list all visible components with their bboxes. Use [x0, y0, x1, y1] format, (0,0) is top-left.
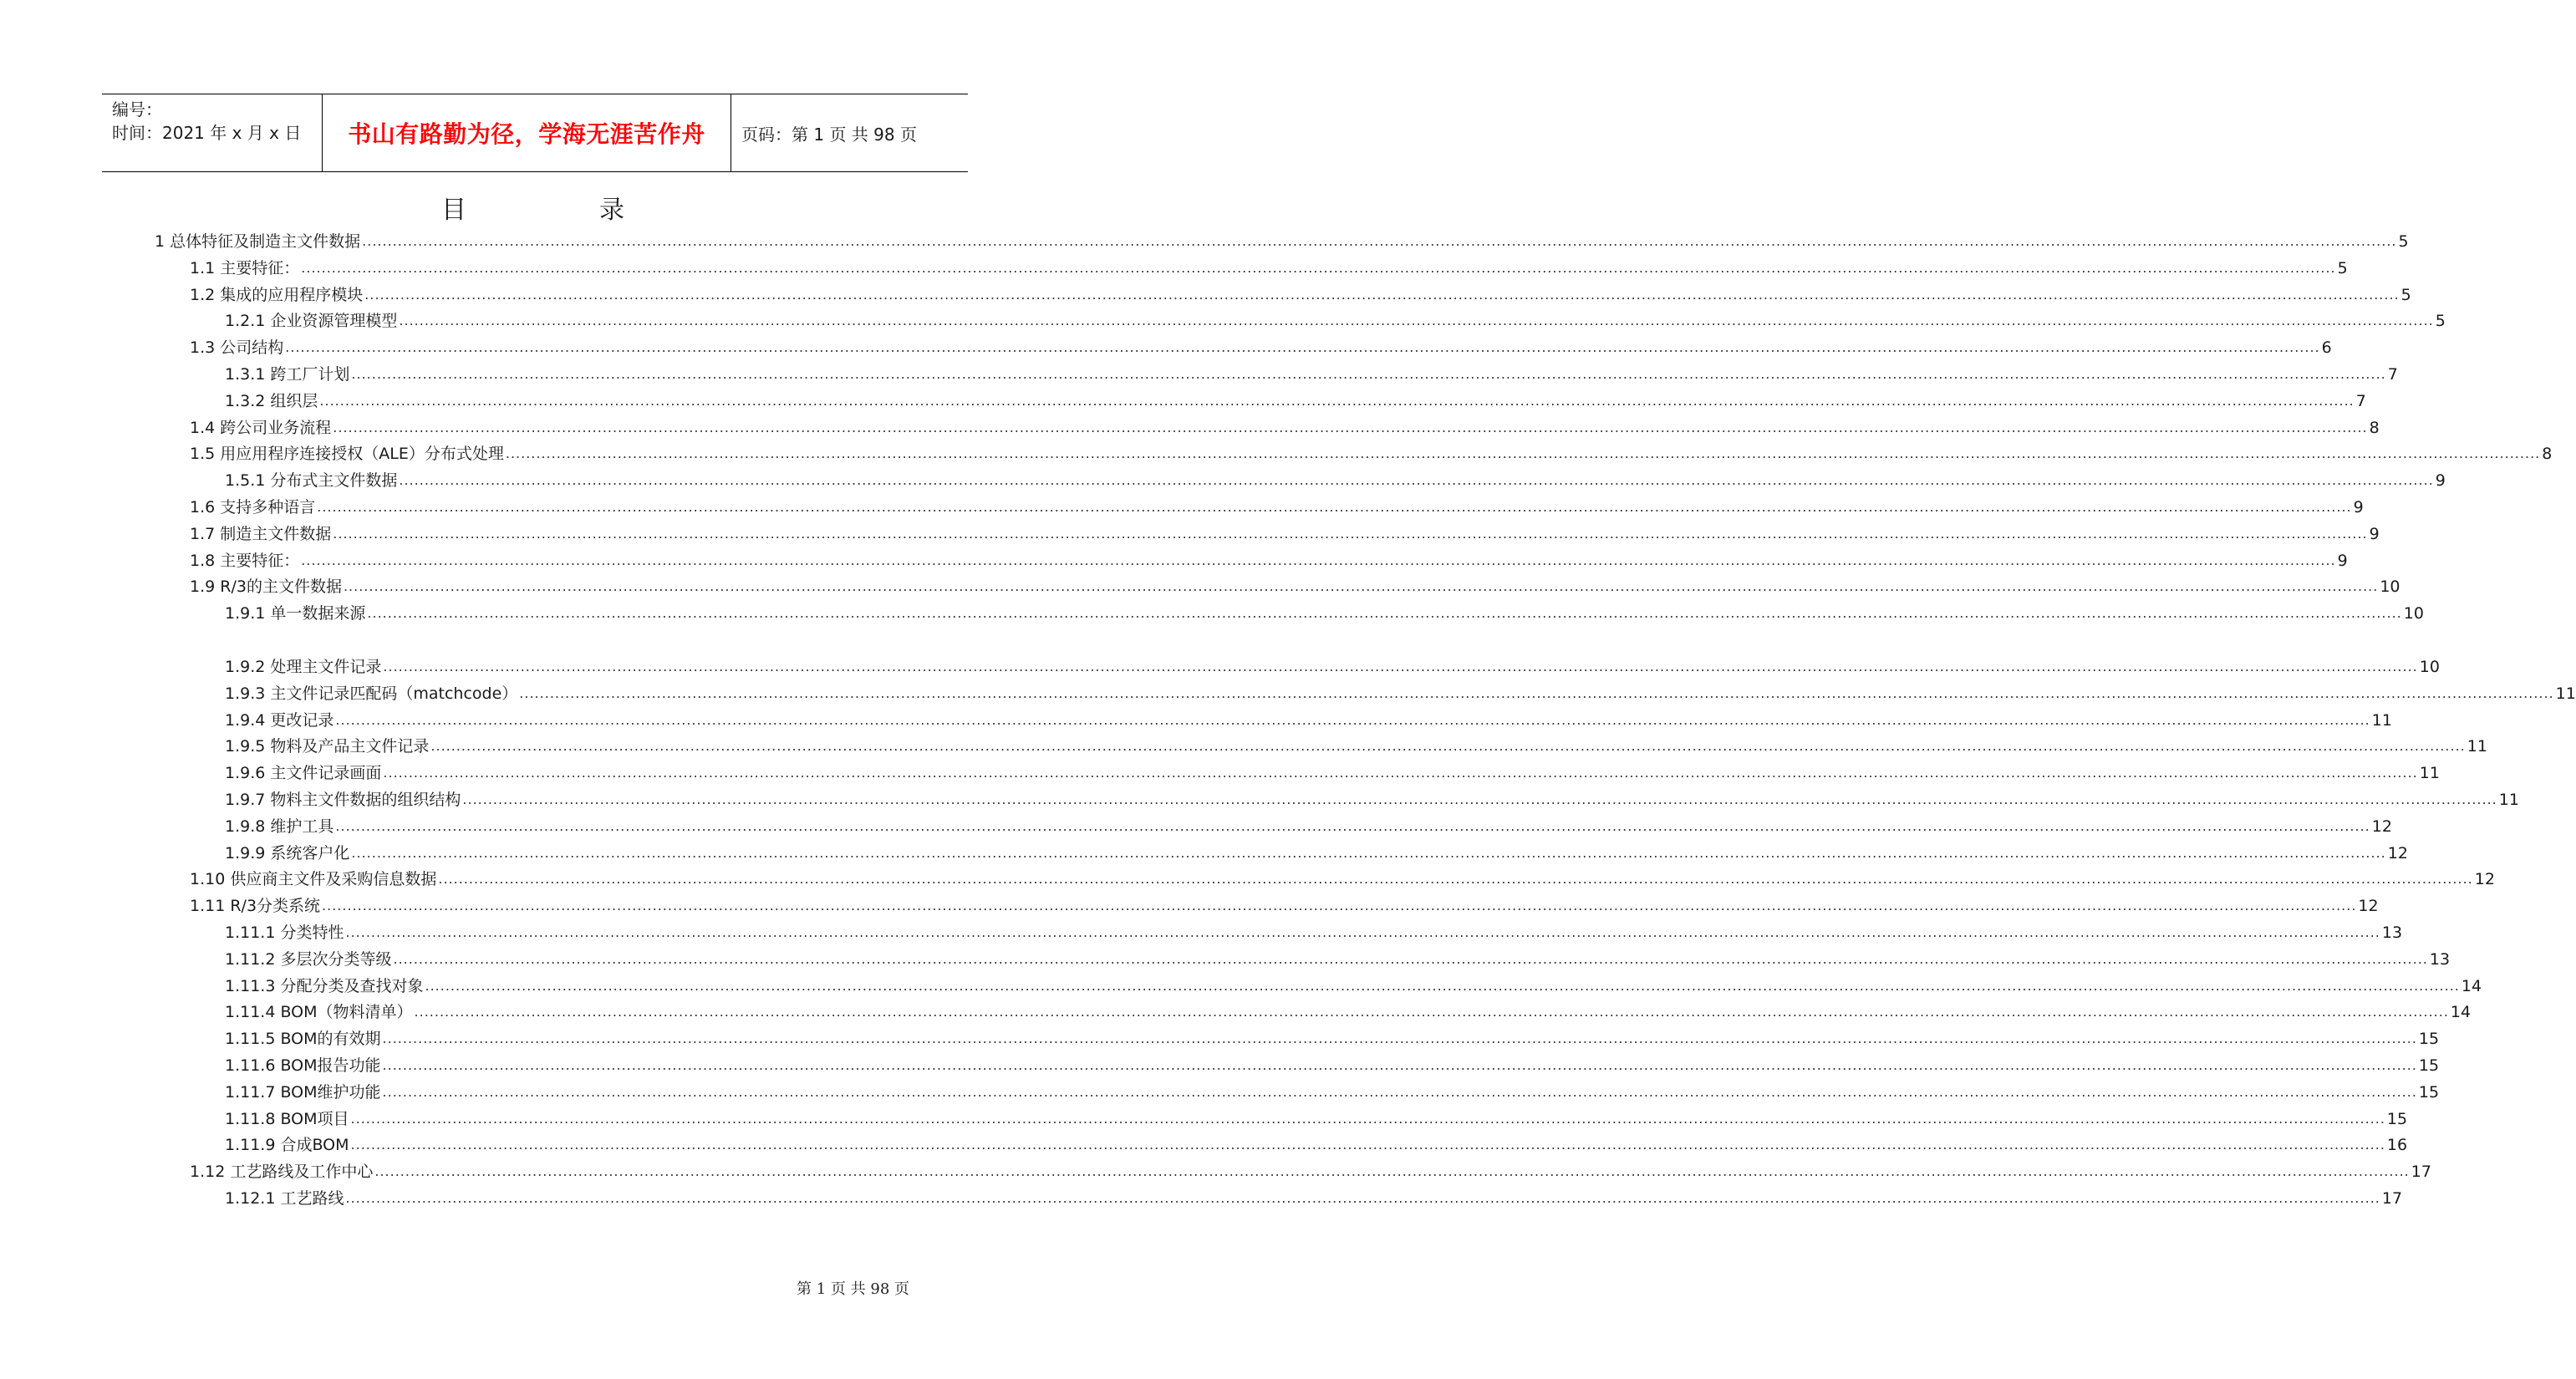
toc-entry[interactable] [190, 895, 2379, 917]
toc-entry-label: 1.11.3 分配分类及查找对象 [225, 976, 424, 995]
toc-dot-leader: ................................................................................................................................................................................................................................................................................................................................................................................................................ [333, 525, 2368, 542]
toc-dot-leader: ................................................................................................................................................................................................................................................................................................................................................................................................................ [383, 765, 2418, 781]
toc-entry-page: 9 [2435, 471, 2446, 491]
toc-entry-label: 1.11.8 BOM项目 [225, 1109, 349, 1128]
toc-entry[interactable] [225, 470, 2446, 491]
toc-entry[interactable] [225, 683, 2576, 705]
toc-dot-leader: ................................................................................................................................................................................................................................................................................................................................................................................................................ [345, 924, 2380, 940]
toc-entry[interactable] [155, 231, 2409, 252]
toc-entry-page: 5 [2337, 258, 2348, 277]
toc-dot-leader: ................................................................................................................................................................................................................................................................................................................................................................................................................ [335, 817, 2370, 834]
toc-entry[interactable] [225, 762, 2440, 784]
toc-entry-label: 1.3 公司结构 [190, 338, 284, 358]
toc-entry-page: 5 [2398, 232, 2409, 251]
toc-entry[interactable] [225, 1081, 2440, 1103]
toc-dot-leader: ................................................................................................................................................................................................................................................................................................................................................................................................................ [383, 659, 2418, 674]
toc-dot-leader: ................................................................................................................................................................................................................................................................................................................................................................................................................ [399, 472, 2434, 489]
toc-entry-label: 1.11.6 BOM报告功能 [225, 1056, 381, 1075]
toc-entry-label: 1.11.1 分类特性 [225, 924, 344, 942]
toc-entry-page: 5 [2435, 312, 2446, 331]
toc-entry-page: 7 [2387, 365, 2398, 384]
toc-dot-leader: ................................................................................................................................................................................................................................................................................................................................................................................................................ [367, 605, 2402, 622]
toc-entry-label: 1.6 支持多种语言 [190, 498, 316, 516]
toc-dot-leader: ................................................................................................................................................................................................................................................................................................................................................................................................................ [382, 1083, 2417, 1100]
toc-entry-page: 13 [2429, 949, 2451, 969]
toc-entry-label: 1.11 R/3分类系统 [190, 897, 321, 916]
toc-dot-leader: ................................................................................................................................................................................................................................................................................................................................................................................................................ [519, 684, 2554, 701]
toc-entry-page: 15 [2418, 1056, 2440, 1075]
toc-entry-page: 6 [2321, 338, 2332, 358]
toc-entry[interactable] [190, 284, 2411, 306]
toc-dot-leader: ................................................................................................................................................................................................................................................................................................................................................................................................................ [350, 1110, 2385, 1127]
toc-entry-page: 10 [2380, 578, 2400, 597]
toc-entry[interactable] [225, 1028, 2440, 1050]
toc-entry-label: 1.9.4 更改记录 [225, 710, 334, 730]
toc-entry-label: 1.7 制造主文件数据 [190, 524, 332, 543]
toc-entry[interactable] [190, 550, 2348, 572]
toc-dot-leader: ................................................................................................................................................................................................................................................................................................................................................................................................................ [317, 499, 2352, 515]
toc-entry-label: 1.9.6 主文件记录画面 [225, 764, 382, 783]
toc-dot-leader: ................................................................................................................................................................................................................................................................................................................................................................................................................ [301, 259, 2336, 276]
toc-entry-label: 1.9.1 单一数据来源 [225, 604, 366, 623]
toc-dot-leader: ................................................................................................................................................................................................................................................................................................................................................................................................................ [393, 950, 2428, 967]
toc-dot-leader: ................................................................................................................................................................................................................................................................................................................................................................................................................ [364, 286, 2400, 303]
toc-entry[interactable] [225, 364, 2398, 385]
toc-entry-page: 11 [2467, 737, 2487, 756]
toc-entry-page: 13 [2381, 924, 2403, 942]
toc-entry[interactable] [225, 816, 2392, 837]
toc-entry-page: 16 [2386, 1136, 2408, 1155]
toc-dot-leader: ................................................................................................................................................................................................................................................................................................................................................................................................................ [362, 233, 2397, 249]
toc-entry-page: 11 [2419, 764, 2440, 783]
toc-entry-page: 12 [2474, 870, 2495, 889]
toc-entry-page: 11 [2555, 684, 2576, 703]
toc-entry-page: 9 [2337, 551, 2348, 570]
toc-entry[interactable] [225, 603, 2424, 624]
toc-dot-leader: ................................................................................................................................................................................................................................................................................................................................................................................................................ [382, 1057, 2417, 1073]
toc-dot-leader: ................................................................................................................................................................................................................................................................................................................................................................................................................ [351, 844, 2386, 861]
page-footer: 第 1 页 共 98 页 [797, 1280, 909, 1298]
toc-entry-page: 17 [2381, 1189, 2403, 1208]
toc-dot-leader: ................................................................................................................................................................................................................................................................................................................................................................................................................ [351, 366, 2386, 382]
toc-dot-leader: ................................................................................................................................................................................................................................................................................................................................................................................................................ [350, 1137, 2385, 1153]
toc-entry-page: 10 [2403, 604, 2424, 623]
toc-dot-leader: ................................................................................................................................................................................................................................................................................................................................................................................................................ [322, 898, 2357, 914]
toc-dot-leader: ................................................................................................................................................................................................................................................................................................................................................................................................................ [505, 445, 2541, 462]
toc-dot-leader: ................................................................................................................................................................................................................................................................................................................................................................................................................ [462, 791, 2497, 807]
toc-dot-leader: ................................................................................................................................................................................................................................................................................................................................................................................................................ [301, 552, 2336, 568]
toc-entry-page: 12 [2358, 897, 2379, 916]
toc-entry[interactable] [225, 735, 2487, 757]
toc-entry-page: 8 [2542, 445, 2553, 464]
toc-entry-label: 1.11.5 BOM的有效期 [225, 1030, 381, 1049]
toc-entry[interactable] [225, 789, 2519, 811]
toc-entry-label: 1.11.2 多层次分类等级 [225, 949, 392, 969]
toc-entry-label: 1.2 集成的应用程序模块 [190, 285, 364, 304]
toc-entry[interactable] [225, 710, 2392, 731]
toc-entry-page: 14 [2450, 1003, 2472, 1022]
toc-entry-label: 1.11.4 BOM（物料清单） [225, 1003, 413, 1022]
toc-entry[interactable] [225, 656, 2440, 678]
toc-entry-label: 1 总体特征及制造主文件数据 [155, 232, 361, 251]
toc-dot-leader: ................................................................................................................................................................................................................................................................................................................................................................................................................ [335, 711, 2370, 728]
header-page-info: 页码：第 1 页 共 98 页 [741, 124, 917, 145]
toc-dot-leader: ................................................................................................................................................................................................................................................................................................................................................................................................................ [438, 871, 2473, 888]
toc-entry-label: 1.10 供应商主文件及采购信息数据 [190, 870, 437, 889]
toc-entry[interactable] [190, 257, 2348, 279]
toc-entry-label: 1.9.8 维护工具 [225, 817, 334, 836]
header-meta-cell [102, 94, 323, 171]
toc-entry[interactable] [225, 1134, 2408, 1156]
toc-entry-page: 10 [2419, 658, 2440, 676]
toc-entry[interactable] [225, 949, 2451, 970]
toc-entry-page: 14 [2461, 976, 2482, 995]
time-label: 时间：2021 年 x 月 x 日 [112, 123, 302, 143]
toc-entry[interactable] [190, 417, 2380, 439]
toc-entry-page: 9 [2353, 498, 2364, 516]
toc-entry-page: 9 [2369, 524, 2380, 543]
toc-entry-label: 1.11.7 BOM维护功能 [225, 1082, 381, 1102]
toc-entry[interactable] [225, 1108, 2408, 1130]
toc-entry[interactable] [225, 922, 2403, 944]
toc-entry[interactable] [190, 337, 2332, 359]
toc-dot-leader: ................................................................................................................................................................................................................................................................................................................................................................................................................ [319, 392, 2355, 409]
toc-dot-leader: ................................................................................................................................................................................................................................................................................................................................................................................................................ [414, 1004, 2449, 1020]
toc-entry-label: 1.8 主要特征： [190, 551, 300, 570]
toc-title [0, 194, 1066, 227]
toc-entry-label: 1.3.2 组织层 [225, 391, 318, 410]
toc-dot-leader: ................................................................................................................................................................................................................................................................................................................................................................................................................ [382, 1030, 2417, 1047]
toc-entry[interactable] [190, 443, 2553, 465]
toc-entry-label: 1.11.9 合成BOM [225, 1136, 349, 1155]
toc-entry[interactable] [225, 390, 2366, 412]
toc-entry[interactable] [190, 1161, 2431, 1183]
toc-entry-label: 1.9.2 处理主文件记录 [225, 658, 382, 676]
toc-entry[interactable] [225, 975, 2482, 997]
document-header [102, 94, 968, 172]
toc-entry[interactable] [225, 1188, 2403, 1209]
toc-entry[interactable] [225, 310, 2446, 332]
toc-entry-label: 1.2.1 企业资源管理模型 [225, 312, 398, 331]
toc-entry-page: 15 [2418, 1082, 2440, 1102]
toc-entry-label: 1.9.9 系统客户化 [225, 843, 350, 863]
toc-dot-leader: ................................................................................................................................................................................................................................................................................................................................................................................................................ [399, 313, 2434, 329]
toc-entry[interactable] [190, 576, 2400, 598]
toc-entry[interactable] [190, 523, 2380, 545]
toc-entry-label: 1.12.1 工艺路线 [225, 1189, 344, 1208]
header-page-cell [731, 94, 968, 171]
toc-entry-page: 8 [2369, 418, 2380, 437]
toc-entry[interactable] [225, 842, 2408, 864]
toc-entry-label: 1.12 工艺路线及工作中心 [190, 1163, 374, 1182]
toc-entry-page: 15 [2418, 1030, 2440, 1049]
toc-entry[interactable] [225, 1055, 2440, 1076]
toc-entry-label: 1.5.1 分布式主文件数据 [225, 471, 398, 491]
toc-dot-leader: ................................................................................................................................................................................................................................................................................................................................................................................................................ [333, 419, 2368, 435]
toc-entry-page: 11 [2498, 791, 2519, 809]
toc-entry-page: 17 [2411, 1163, 2431, 1182]
toc-dot-leader: ................................................................................................................................................................................................................................................................................................................................................................................................................ [374, 1163, 2410, 1180]
toc-entry-label: 1.9.3 主文件记录匹配码（matchcode） [225, 684, 518, 703]
toc-entry-label: 1.3.1 跨工厂计划 [225, 365, 350, 384]
toc-entry-label: 1.9.7 物料主文件数据的组织结构 [225, 791, 461, 809]
toc-entry-label: 1.9 R/3的主文件数据 [190, 578, 342, 597]
toc-title-left: 目 [440, 196, 466, 225]
toc-entry[interactable] [190, 496, 2364, 518]
header-motto-cell [323, 94, 731, 171]
toc-title-right: 录 [599, 196, 625, 225]
toc-entry-label: 1.4 跨公司业务流程 [190, 418, 332, 437]
toc-dot-leader: ................................................................................................................................................................................................................................................................................................................................................................................................................ [343, 578, 2379, 595]
toc-entry-page: 12 [2371, 817, 2392, 836]
serial-label: 编号： [112, 99, 162, 120]
toc-entry-page: 5 [2400, 285, 2411, 304]
toc-dot-leader: ................................................................................................................................................................................................................................................................................................................................................................................................................ [430, 738, 2466, 755]
toc-dot-leader: ................................................................................................................................................................................................................................................................................................................................................................................................................ [345, 1190, 2380, 1206]
toc-entry[interactable] [190, 868, 2495, 890]
toc-entry-page: 7 [2355, 391, 2366, 410]
toc-entry-label: 1.5 用应用程序连接授权（ALE）分布式处理 [190, 445, 504, 464]
toc-dot-leader: ................................................................................................................................................................................................................................................................................................................................................................................................................ [425, 977, 2460, 994]
toc-entry-page: 12 [2387, 843, 2408, 863]
toc-entry[interactable] [225, 1001, 2472, 1023]
motto-text: 书山有路勤为径，学海无涯苦作舟 [348, 120, 705, 148]
toc-dot-leader: ................................................................................................................................................................................................................................................................................................................................................................................................................ [285, 339, 2320, 356]
toc-entry-label: 1.1 主要特征： [190, 258, 300, 277]
toc-entry-page: 15 [2386, 1109, 2408, 1128]
toc-entry-page: 11 [2371, 710, 2392, 730]
toc-entry-label: 1.9.5 物料及产品主文件记录 [225, 737, 430, 756]
